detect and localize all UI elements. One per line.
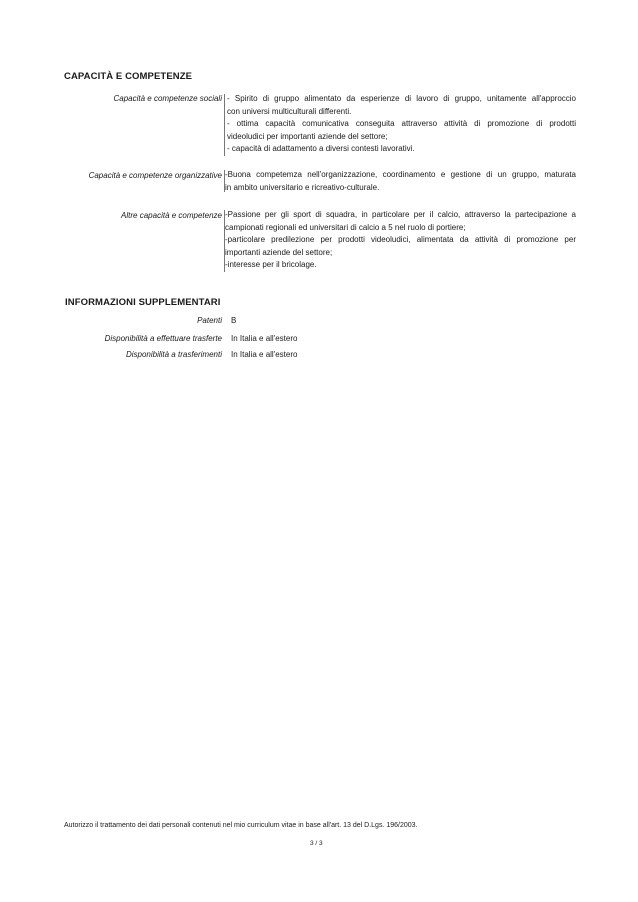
text-line: -particolare predilezione per prodotti videoludici, alimentata da attività di promozione per <box>225 235 576 244</box>
text-line: -interesse per il bricolage. <box>225 260 317 269</box>
label-social-skills: Capacità e competenze sociali <box>113 94 222 103</box>
label-trasferte: Disponibilità a effettuare trasferte <box>104 334 222 343</box>
column-divider <box>224 94 225 156</box>
text-line: in ambito universitario e ricreativo-culturale. <box>225 182 380 192</box>
value-patenti: B <box>231 316 237 325</box>
value-trasferte: In Italia e all'estero <box>231 334 298 343</box>
text-line: - Spirito di gruppo alimentato da esperienze di lavoro di gruppo, unitamente all'approccio <box>227 94 576 103</box>
label-patenti: Patenti <box>197 316 222 325</box>
text-line: - ottima capacità comunicativa conseguita attraverso attività di promozione di prodotti <box>227 119 576 128</box>
text-line: - capacità di adattamento a diversi contesti lavorativi. <box>227 144 415 153</box>
section-title-informazioni: INFORMAZIONI SUPPLEMENTARI <box>65 297 221 308</box>
section-title-capacita: CAPACITÀ E COMPETENZE <box>64 71 193 82</box>
text-line: -Buona competemza nell'organizzazione, coordinamento e gestione di un gruppo, maturata <box>225 170 576 179</box>
text-line: -Passione per gli sport di squadra, in particolare per il calcio, attraverso la partecipazione a <box>225 210 576 219</box>
social-skills-text <box>227 93 576 156</box>
label-other-skills: Altre capacità e competenze <box>121 211 222 220</box>
text-line: campionati regionali ed universitari di calcio a 5 nel ruolo di portiere; <box>225 222 466 232</box>
text-line: importanti aziende del settore; <box>225 247 333 257</box>
text-line: videoludici per importanti aziende del settore; <box>227 131 388 141</box>
page-number: 3 / 3 <box>310 840 323 847</box>
organizational-skills-text <box>225 169 576 194</box>
text-line: con universi multiculturali differenti. <box>227 106 352 116</box>
label-organizational-skills: Capacità e competenze organizzative <box>88 171 222 180</box>
label-trasferimenti: Disponibilità a trasferimenti <box>125 350 222 359</box>
other-skills-text <box>225 209 576 272</box>
value-trasferimenti: In Italia e all'estero <box>231 350 298 359</box>
privacy-consent-note: Autorizzo il trattamento dei dati personali contenuti nel mio curriculum vitae in base all'art. 13 del D.Lgs. 196/2003. <box>64 822 418 829</box>
